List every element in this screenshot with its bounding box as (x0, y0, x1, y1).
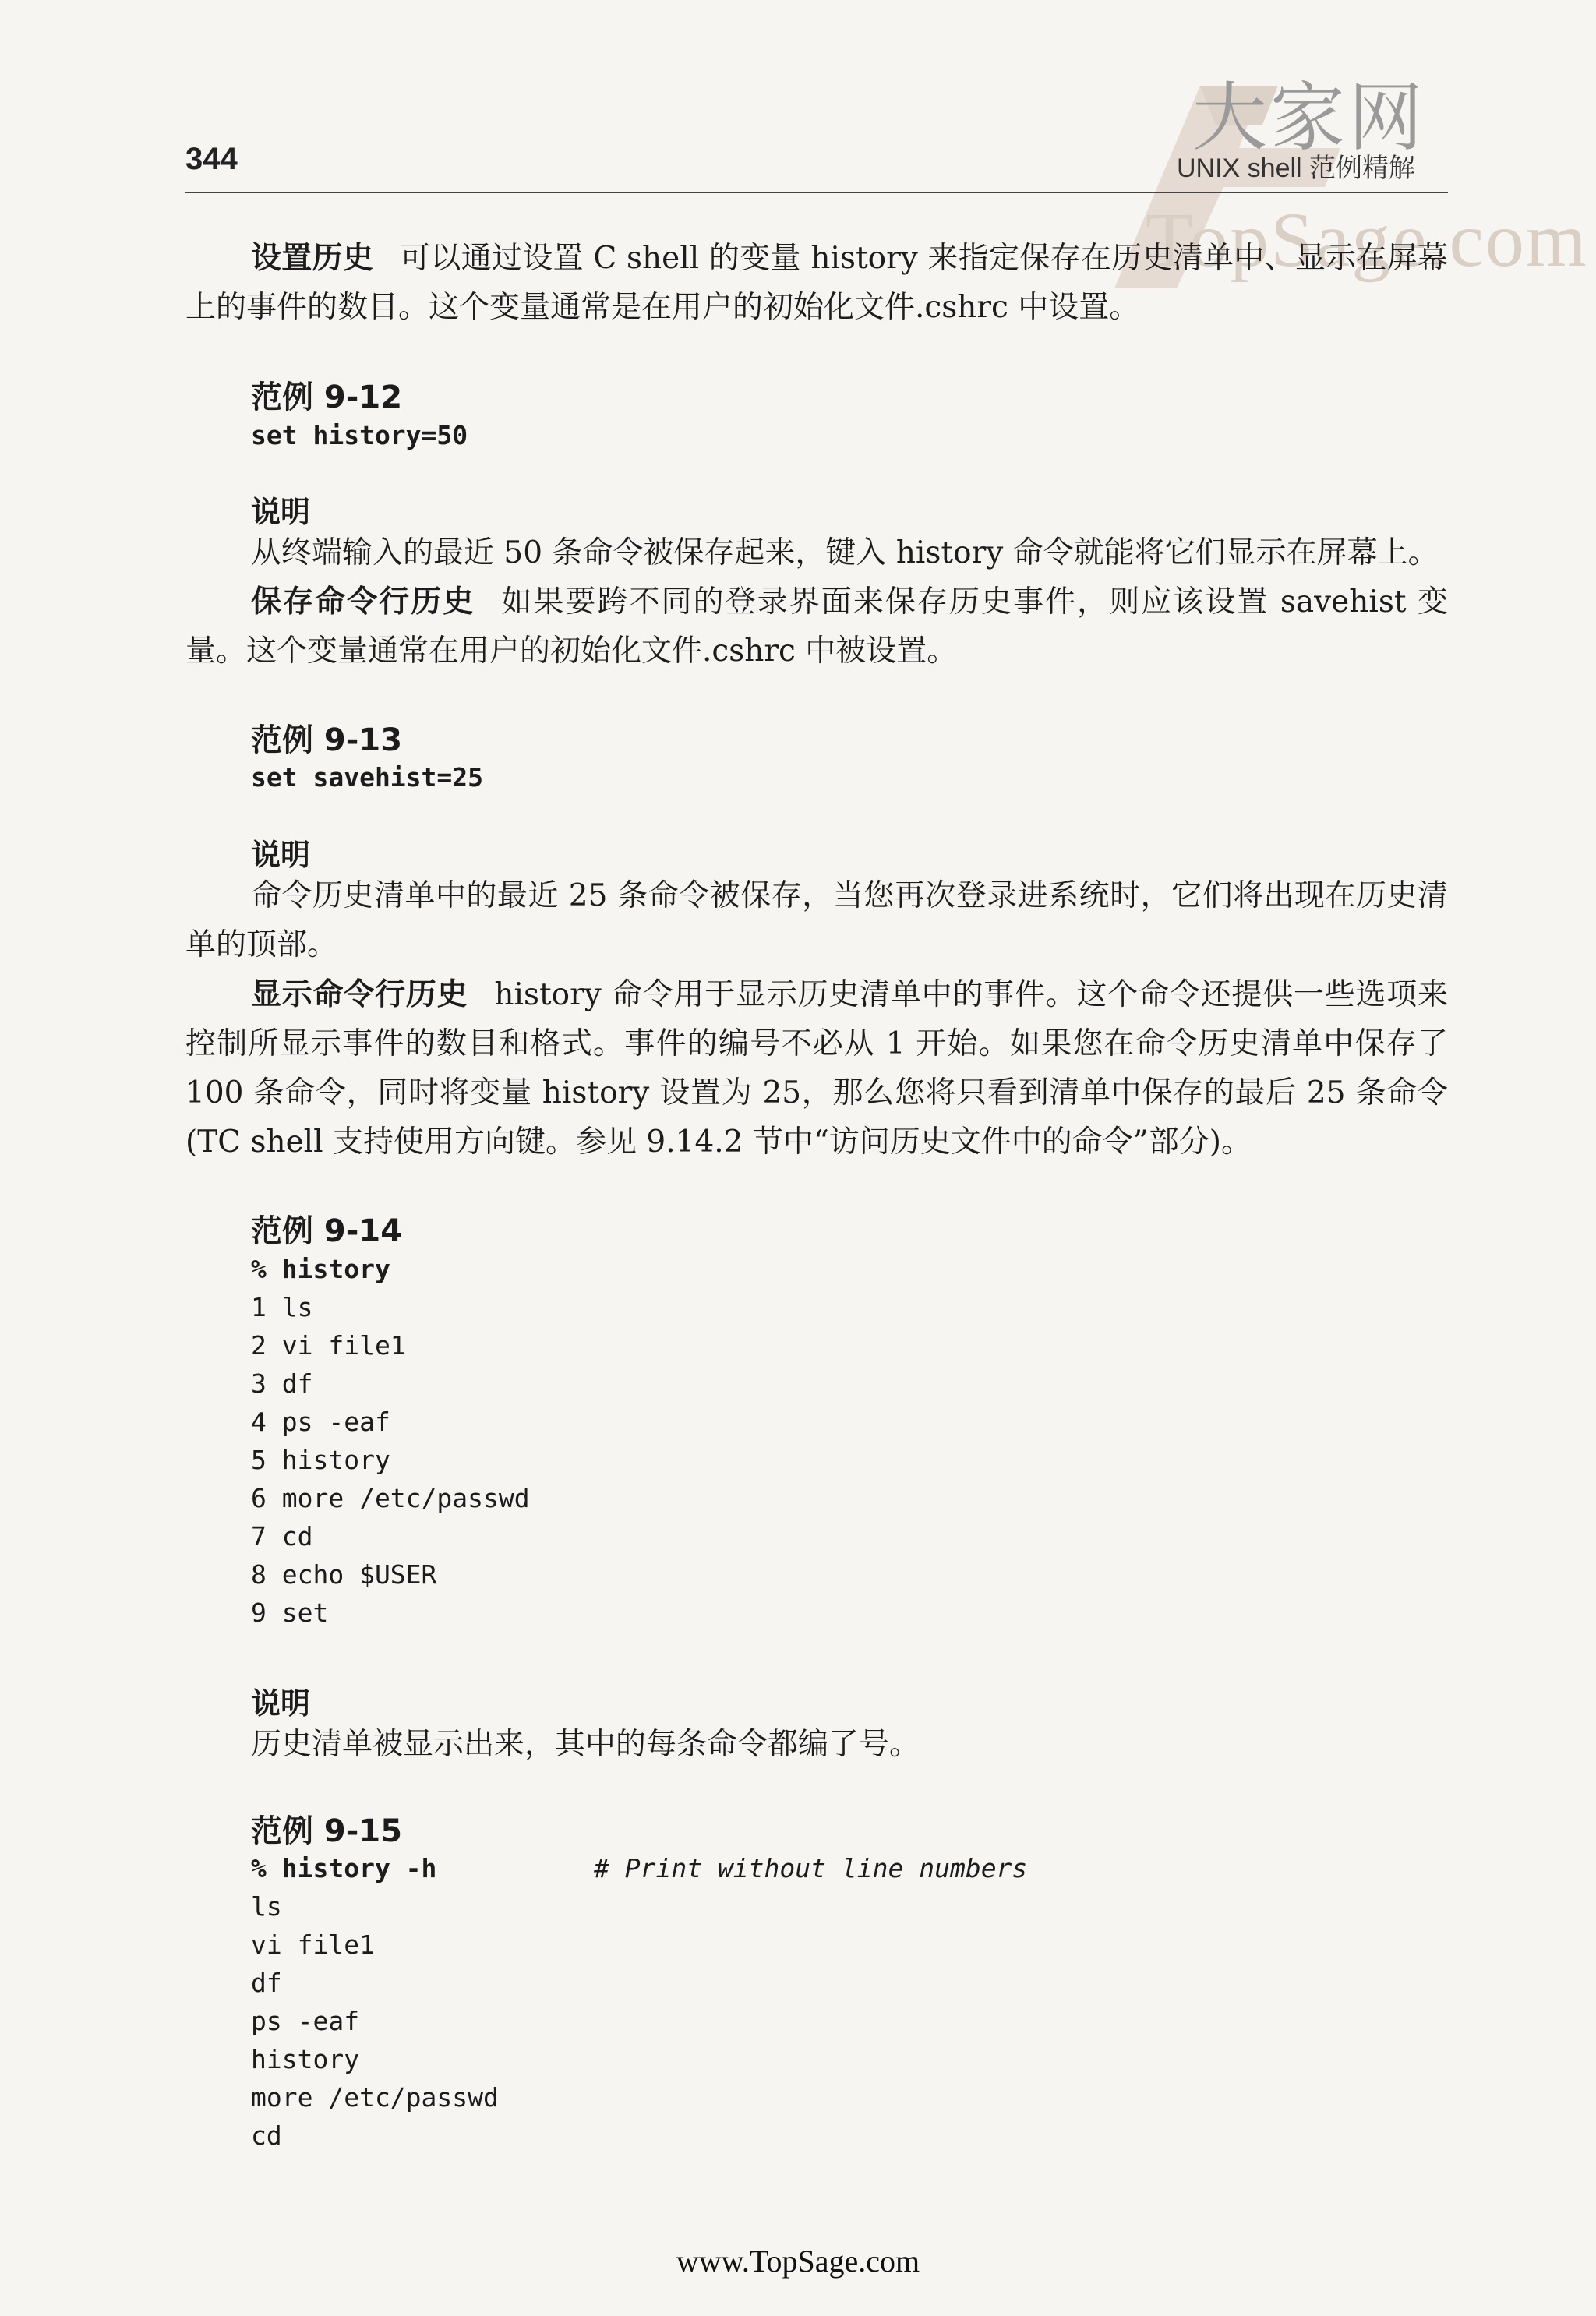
code-line: df (251, 1968, 282, 1998)
code-comment: # Print without line numbers (594, 1853, 1028, 1884)
header-rule (185, 192, 1448, 193)
code-line: 6 more /etc/passwd (251, 1483, 530, 1513)
note-text: 从终端输入的最近 50 条命令被保存起来，键入 history 命令就能将它们显示在屏幕上。 (251, 535, 1439, 570)
note-title: 说明 (251, 1686, 311, 1721)
code-command: % history -h (251, 1853, 437, 1884)
code-line: cd (251, 2120, 282, 2151)
code-line: set history=50 (251, 420, 468, 450)
paragraph-text: 如果要跨不同的登录界面来保存历史事件，则应该设置 savehist 变量。这个变量通常在用户的初始化文件.cshrc 中被设置。 (185, 584, 1448, 669)
example-title: 范例 9-13 (251, 722, 403, 758)
watermark-domain: TopSage.com (1146, 196, 1588, 283)
note-title: 说明 (251, 495, 311, 529)
code-line: set savehist=25 (251, 762, 484, 793)
term-show-history: 显示命令行历史 (251, 977, 468, 1012)
code-line: history (251, 2044, 360, 2074)
code-command: % history (251, 1254, 390, 1284)
watermark-brand: 大家网 (1192, 74, 1426, 161)
code-line: 7 cd (251, 1521, 313, 1552)
code-block (251, 1250, 530, 1632)
code-line: ls (251, 1891, 282, 1922)
code-line: ps -eaf (251, 2006, 360, 2036)
example-title: 范例 9-14 (251, 1213, 403, 1249)
paragraph-save-history (185, 577, 1448, 676)
footer-url: www.TopSage.com (676, 2244, 920, 2279)
code-line: 3 df (251, 1368, 313, 1399)
code-block (251, 416, 468, 454)
term-save-history: 保存命令行历史 (251, 584, 475, 620)
code-block (251, 1849, 1028, 2155)
note-title: 说明 (251, 838, 311, 872)
code-line: 5 history (251, 1445, 390, 1475)
code-block (251, 758, 483, 796)
code-line: more /etc/passwd (251, 2082, 499, 2113)
code-line: 9 set (251, 1598, 329, 1628)
note-text: 命令历史清单中的最近 25 条命令被保存，当您再次登录进系统时，它们将出现在历史清单的顶部。 (185, 878, 1448, 962)
page-number: 344 (185, 142, 238, 176)
paragraph-text: 可以通过设置 C shell 的变量 history 来指定保存在历史清单中、显示在屏幕上的事件的数目。这个变量通常是在用户的初始化文件.cshrc 中设置。 (185, 241, 1448, 325)
example-title: 范例 9-12 (251, 380, 403, 415)
code-line: 2 vi file1 (251, 1330, 406, 1361)
term-set-history: 设置历史 (251, 241, 374, 276)
paragraph-show-history (185, 970, 1448, 1167)
code-line: 1 ls (251, 1292, 313, 1322)
code-line: 4 ps -eaf (251, 1407, 390, 1437)
example-title: 范例 9-15 (251, 1813, 403, 1849)
paragraph-text: history 命令用于显示历史清单中的事件。这个命令还提供一些选项来控制所显示事件的数目和格式。事件的编号不必从 1 开始。如果您在命令历史清单中保存了 100 条命令，同时将变量 history 设置为 25，那么您将只看到清单中保存的最后 25 条命令(TC shell 支持使用方向键。参见 9.14.2 节中“访问历史文件中的命令”部分)。 (185, 977, 1448, 1160)
note-text: 历史清单被显示出来，其中的每条命令都编了号。 (251, 1727, 920, 1762)
code-line: 8 echo $USER (251, 1559, 437, 1590)
code-line: vi file1 (251, 1929, 375, 1960)
paragraph-set-history (185, 234, 1448, 332)
running-title: UNIX shell 范例精解 (1177, 154, 1416, 183)
